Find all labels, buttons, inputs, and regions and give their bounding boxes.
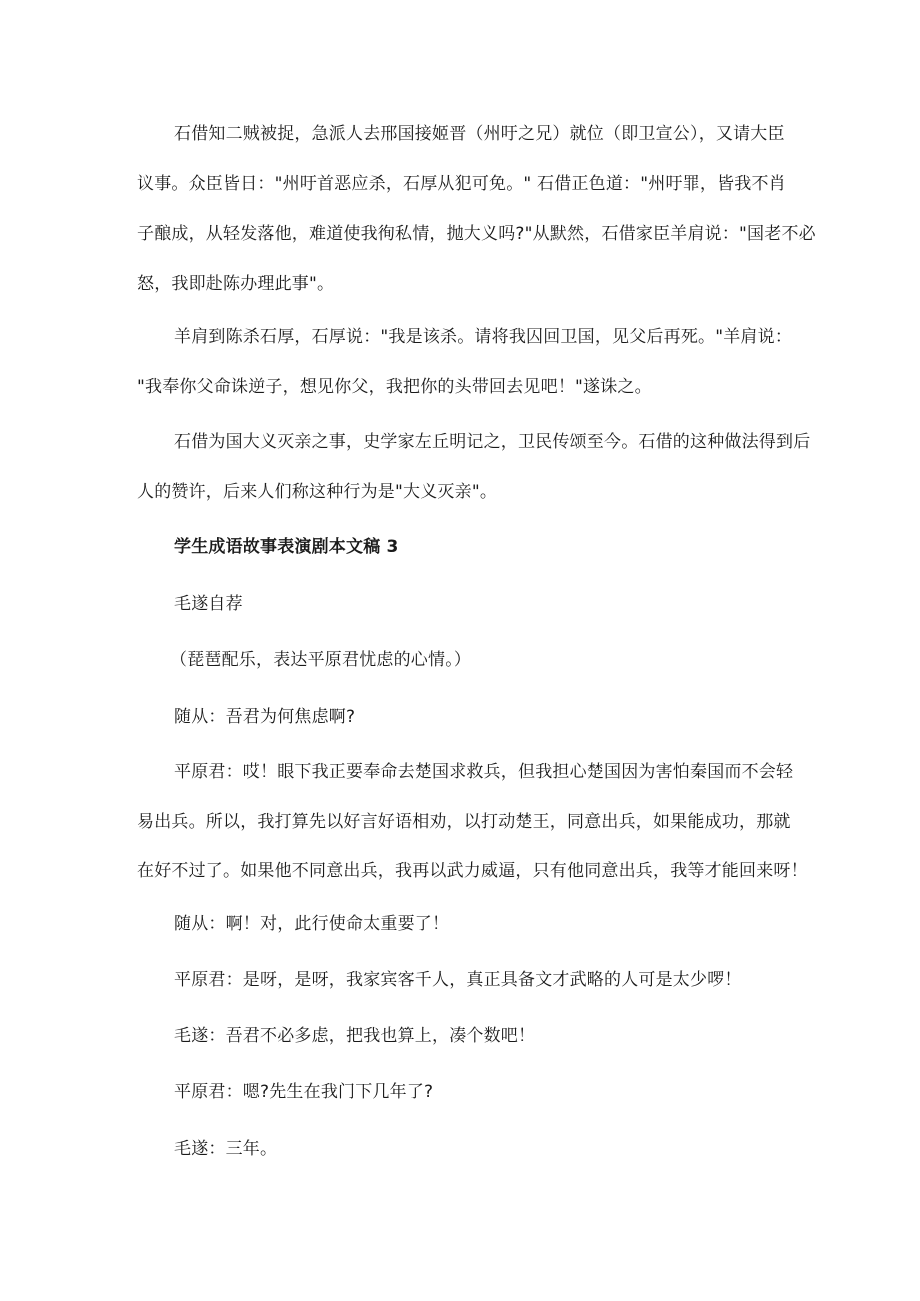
stage-direction: （琵琶配乐，表达平原君忧虑的心情。）: [170, 650, 472, 670]
dialogue-line: 随从：吾君为何焦虑啊?: [174, 707, 356, 727]
paragraph-3-line-1: 石借为国大义灭亲之事，史学家左丘明记之，卫民传颂至今。石借的这种做法得到后: [174, 432, 811, 452]
dialogue-line: 平原君：哎！眼下我正要奉命去楚国求救兵，但我担心楚国因为害怕秦国而不会轻: [174, 762, 794, 782]
dialogue-line: 在好不过了。如果他不同意出兵，我再以武力威逼，只有他同意出兵，我等才能回来呀！: [137, 861, 808, 881]
paragraph-2-line-2: "我奉你父命诛逆子，想见你父，我把你的头带回去见吧！"遂诛之。: [137, 377, 652, 397]
story-title: 毛遂自荐: [174, 594, 243, 614]
paragraph-1-line-4: 怒，我即赴陈办理此事"。: [137, 274, 335, 294]
paragraph-3-line-2: 人的赞许，后来人们称这种行为是"大义灭亲"。: [137, 482, 498, 502]
paragraph-1-line-3: 子酿成，从轻发落他，难道使我徇私情，抛大义吗?"从默然，石借家臣羊肩说："国老不必: [137, 224, 816, 244]
dialogue-line: 平原君：嗯?先生在我门下几年了?: [174, 1082, 434, 1102]
paragraph-1-line-2: 议事。众臣皆日："州吁首恶应杀，石厚从犯可免。" 石借正色道："州吁罪，皆我不肖: [137, 174, 786, 194]
paragraph-2-line-1: 羊肩到陈杀石厚，石厚说："我是该杀。请将我囚回卫国，见父后再死。"羊肩说：: [174, 327, 793, 347]
section-heading: 学生成语故事表演剧本文稿 3: [174, 537, 399, 557]
dialogue-line: 毛遂：吾君不必多虑，把我也算上，凑个数吧！: [174, 1026, 536, 1046]
dialogue-line: 易出兵。所以，我打算先以好言好语相劝，以打动楚王，同意出兵，如果能成功，那就: [137, 812, 791, 832]
dialogue-line: 随从：啊！对，此行使命太重要了！: [174, 914, 450, 934]
dialogue-line: 毛遂：三年。: [174, 1139, 278, 1159]
dialogue-line: 平原君：是呀，是呀，我家宾客千人，真正具备文才武略的人可是太少啰！: [174, 970, 742, 990]
paragraph-1-line-1: 石借知二贼被捉，急派人去邢国接姬晋（州吁之兄）就位（即卫宣公），又请大臣: [174, 124, 785, 144]
